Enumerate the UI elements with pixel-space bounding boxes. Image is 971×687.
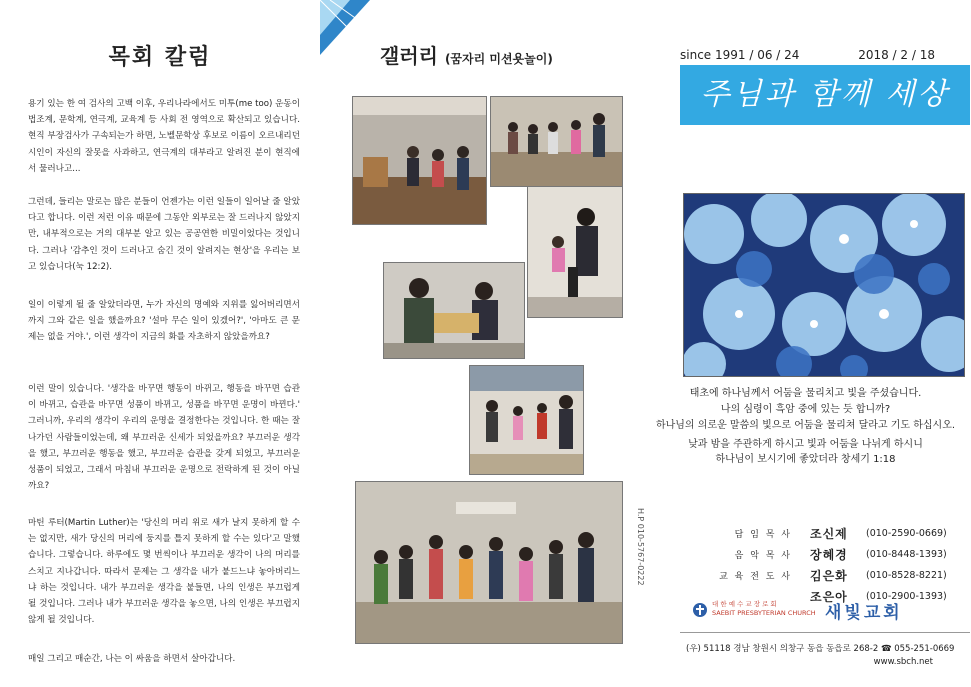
- church-address: (우) 51118 경남 창원시 의창구 동읍 동읍로 268-2 ☎ 055-251-0669: [686, 644, 955, 654]
- column-paragraph: 일이 이렇게 될 줄 알았더라면, 누가 자신의 명예와 지위를 잃어버리면서까지 그와 같은 일을 했을까요? '설마 무슨 일이 있겠어?', '아마도 큰 문제는 없을 거야.', 이런 생각이 지금의 화를 자초하지 않았을까요?: [28, 300, 300, 343]
- church-identity: [692, 600, 971, 622]
- cover-artwork: [683, 193, 965, 377]
- church-denomination-en: SAEBIT PRESBYTERIAN CHURCH: [712, 609, 816, 617]
- church-website: www.sbch.net: [873, 657, 933, 667]
- verse-line: 하나님의 의로운 말씀의 빛으로 어둠을 물리쳐 달라고 기도 하십시오.: [655, 420, 956, 431]
- staff-row: [692, 523, 971, 544]
- staff-name: 조신제: [810, 527, 848, 541]
- staff-row: [692, 544, 971, 565]
- staff-role: 음 악 목 사: [734, 551, 792, 561]
- slogan-banner: [680, 65, 970, 172]
- gallery-photo-2: [490, 96, 623, 187]
- church-denomination: [712, 600, 816, 618]
- gallery-photo-5: [469, 365, 584, 475]
- staff-role: 교 육 전 도 사: [719, 572, 792, 582]
- gallery-title: [380, 40, 630, 69]
- cover-column: [640, 0, 971, 687]
- column-paragraph: 이런 말이 있습니다. '생각을 바꾸면 행동이 바뀌고, 행동을 바꾸면 습관이 바뀌고, 습관을 바꾸면 성품이 바뀌고, 성품을 바꾸면 운명이 바뀐다.' 그러니까, 우리의 생각이 우리의 운명을 결정한다는 것입니다. 한 때는 잘 나가던 사람들이었는데, 왜 부끄러운 신세가 되었을까요? 부끄러운 생각을 했고, 부끄러운 행동을 했고, 부끄러운 습관을 갖게 되었고, 부끄러운 성품이 되었고, 그래서 마침내 부끄러운 운명으로 전락하게 된 것이 아닐까요?: [28, 384, 300, 492]
- staff-phone: (010-2900-1393): [866, 591, 947, 602]
- gallery-photo-6: [355, 481, 623, 644]
- verse-line: 태초에 하나님께서 어둠을 물리치고 빛을 주셨습니다.: [689, 388, 922, 399]
- gallery-title-main: 갤러리: [380, 44, 438, 68]
- staff-list: [692, 523, 971, 607]
- gallery-photo-1: [352, 96, 487, 225]
- verse-line: 나의 심령이 흑암 중에 있는 듯 합니까?: [720, 404, 891, 415]
- staff-role: 담 임 목 사: [734, 530, 792, 540]
- gallery-photo-3: [527, 186, 623, 318]
- church-denomination-kr: 대 한 예 수 교 장 로 회: [712, 600, 777, 608]
- verse-line: 낮과 밤을 주관하게 하시고 빛과 어둠을 나뉘게 하시니: [688, 439, 923, 450]
- gallery-subtitle: (꿈자리 미션욧놀이): [444, 52, 553, 66]
- staff-phone: (010-8528-8221): [866, 570, 947, 581]
- staff-row: [692, 565, 971, 586]
- pastoral-column: [0, 0, 320, 687]
- column-paragraph: 매일 그리고 매순간, 나는 이 싸움을 하면서 살아갑니다.: [28, 654, 236, 664]
- staff-phone: (010-8448-1393): [866, 549, 947, 560]
- gallery-column: [320, 0, 645, 687]
- column-paragraph: 용기 있는 한 여 검사의 고백 이후, 우리나라에서도 미투(me too) 운동이 법조계, 문학계, 연극계, 교육계 등 사회 전 영역으로 확산되고 있습니다. 현직 부장검사가 구속되는가 하면, 노벨문학상 후보로 이름이 오르내리던 시인이 자신의 잘못을 사과하고, 연극계의 대부라고 알려진 분이 현직에서 물러나고...: [28, 99, 300, 174]
- decorative-corner-art: [320, 0, 370, 55]
- staff-phone: (010-2590-0669): [866, 528, 947, 539]
- column-title: 목회 칼럼: [108, 45, 212, 70]
- issue-date: 2018 / 2 / 18: [858, 48, 935, 62]
- church-logo-icon: [692, 602, 708, 618]
- slogan-text: 주님과 함께 세상 속으로: [700, 77, 950, 172]
- column-paragraph: 그런데, 들리는 말로는 많은 분들이 언젠가는 이런 일들이 일어날 줄 알았다고 합니다. 이런 저런 이유 때문에 그동안 외부로는 잘 드러나지 않았지만, 내부적으로는 거의 대부분 알고 있는 공공연한 비밀이었다는 것입니다. 그러나 '감추인 것이 드러나고 숨긴 것이 알려지는 현상'을 우리는 보고 있습니다(눅 12:2).: [28, 197, 300, 272]
- gallery-photo-4: [383, 262, 525, 359]
- staff-name: 조은아: [810, 590, 848, 604]
- verse-line: 하나님이 보시기에 좋았더라 창세기 1:18: [715, 454, 896, 465]
- since-date: since 1991 / 06 / 24: [680, 48, 800, 62]
- staff-name: 장혜경: [810, 548, 848, 562]
- church-name: 새빛교회: [825, 603, 903, 623]
- footer-divider: [680, 632, 970, 633]
- column-paragraph: 마틴 루터(Martin Luther)는 '당신의 머리 위로 새가 날지 못하게 할 수는 없지만, 새가 당신의 머리에 둥지를 틀지 못하게 할 수는 있다'고 말했습니다. 그렇습니다. 하루에도 몇 번씩이나 부끄러운 생각이 나의 머리를 스치고 지나갑니다. 따라서 문제는 그 생각을 내가 붙드느냐 놓아버리느냐 하는 것입니다. 내가 부끄러운 생각을 붙들면, 나의 인생은 부끄럽게 될 것입니다. 그러나 내가 부끄러운 생각을 놓으면, 나의 인생은 부끄럽지 않게 될 것입니다.: [28, 518, 300, 626]
- contact-vertical-text: H.P 010-5767-0222: [636, 508, 645, 586]
- staff-name: 김은화: [810, 569, 848, 583]
